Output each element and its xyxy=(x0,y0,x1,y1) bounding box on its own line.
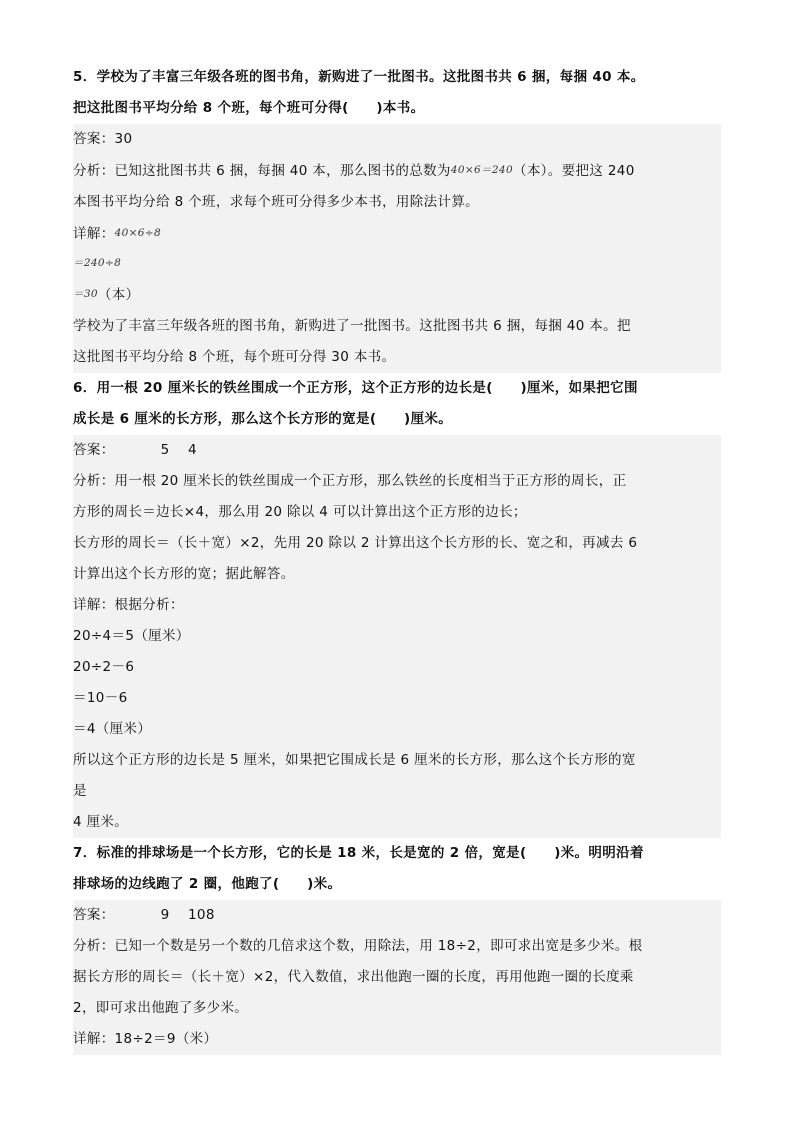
q5-step-2-formula: ＝30 xyxy=(73,288,98,300)
q6-step-3: ＝10－6 xyxy=(73,683,721,714)
q5-line-2: 把这批图书平均分给 8 个班，每个班可分得( )本书。 xyxy=(73,100,425,116)
q5-line-1: 5．学校为了丰富三年级各班的图书角，新购进了一批图书。这批图书共 6 捆，每捆 40 本。 xyxy=(73,69,645,85)
q6-conclusion-3: 4 厘米。 xyxy=(73,807,721,838)
q5-conclusion-2: 这批图书平均分给 8 个班，每个班可分得 30 本书。 xyxy=(73,342,721,373)
q5-step-1-formula: ＝240÷8 xyxy=(73,257,122,269)
q6-step-4: ＝4（厘米） xyxy=(73,714,721,745)
q6-analysis-line-1: 分析：用一根 20 厘米长的铁丝围成一个正方形，那么铁丝的长度相当于正方形的周长，正 xyxy=(73,466,721,497)
q7-detail: 详解：18÷2＝9（米） xyxy=(73,1024,721,1055)
q5-analysis-pre: 分析：已知这批图书共 6 捆，每捆 40 本，那么图书的总数为 xyxy=(73,163,451,179)
q5-step-2-unit: （本） xyxy=(97,287,140,303)
q7-answer-label: 答案： xyxy=(73,907,115,923)
q7-answer-values: 9 108 xyxy=(160,907,215,923)
q5-analysis-line-1 xyxy=(73,155,721,187)
q5-analysis-post: （本）。要把这 240 xyxy=(512,163,635,179)
q7-analysis-line-3: 2，即可求出他跑了多少米。 xyxy=(73,993,721,1024)
q7-analysis-line-2: 据长方形的周长＝（长＋宽）×2，代入数值，求出他跑一圈的长度，再用他跑一圈的长度乘 xyxy=(73,962,721,993)
q6-detail: 详解：根据分析： xyxy=(73,590,721,621)
q5-step-1 xyxy=(73,250,721,279)
q5-analysis-formula: 40×6＝240 xyxy=(450,164,513,176)
q6-conclusion-2: 是 xyxy=(73,776,721,807)
q5-detail-label: 详解： xyxy=(73,226,115,242)
q5-answer: 答案：30 xyxy=(73,124,721,155)
q6-analysis-line-3: 长方形的周长＝（长＋宽）×2，先用 20 除以 2 计算出这个长方形的长、宽之和，再减去 6 xyxy=(73,528,721,559)
q5-detail-formula: 40×6÷8 xyxy=(114,227,161,239)
q6-analysis-line-4: 计算出这个长方形的宽；据此解答。 xyxy=(73,559,721,590)
q7-line-2: 排球场的边线跑了 2 圈，他跑了( )米。 xyxy=(73,876,342,892)
q6-step-2: 20÷2－6 xyxy=(73,652,721,683)
q6-answer-label: 答案： xyxy=(73,442,115,458)
q7-answer xyxy=(73,900,721,931)
q6-line-2: 成长是 6 厘米的长方形，那么这个长方形的宽是( )厘米。 xyxy=(73,411,453,427)
q7-analysis-line-1: 分析：已知一个数是另一个数的几倍求这个数，用除法，用 18÷2，即可求出宽是多少米。根 xyxy=(73,931,721,962)
q6-answer-values: 5 4 xyxy=(160,442,197,458)
q7-line-1: 7．标准的排球场是一个长方形，它的长是 18 米，长是宽的 2 倍，宽是( )米。明明沿着 xyxy=(73,845,644,861)
document-page xyxy=(73,62,721,1055)
q5-analysis-line-2: 本图书平均分给 8 个班，求每个班可分得多少本书，用除法计算。 xyxy=(73,187,721,218)
q5-conclusion-1: 学校为了丰富三年级各班的图书角，新购进了一批图书。这批图书共 6 捆，每捆 40 本。把 xyxy=(73,311,721,342)
q5-step-2 xyxy=(73,279,721,311)
q5-detail xyxy=(73,218,721,250)
q6-answer xyxy=(73,435,721,466)
q6-analysis-line-2: 方形的周长＝边长×4，那么用 20 除以 4 可以计算出这个正方形的边长； xyxy=(73,497,721,528)
q6-line-1: 6．用一根 20 厘米长的铁丝围成一个正方形，这个正方形的边长是( )厘米，如果把它围 xyxy=(73,380,638,396)
q6-conclusion-1: 所以这个正方形的边长是 5 厘米，如果把它围成长是 6 厘米的长方形，那么这个长方形的宽 xyxy=(73,745,721,776)
q6-step-1: 20÷4＝5（厘米） xyxy=(73,621,721,652)
